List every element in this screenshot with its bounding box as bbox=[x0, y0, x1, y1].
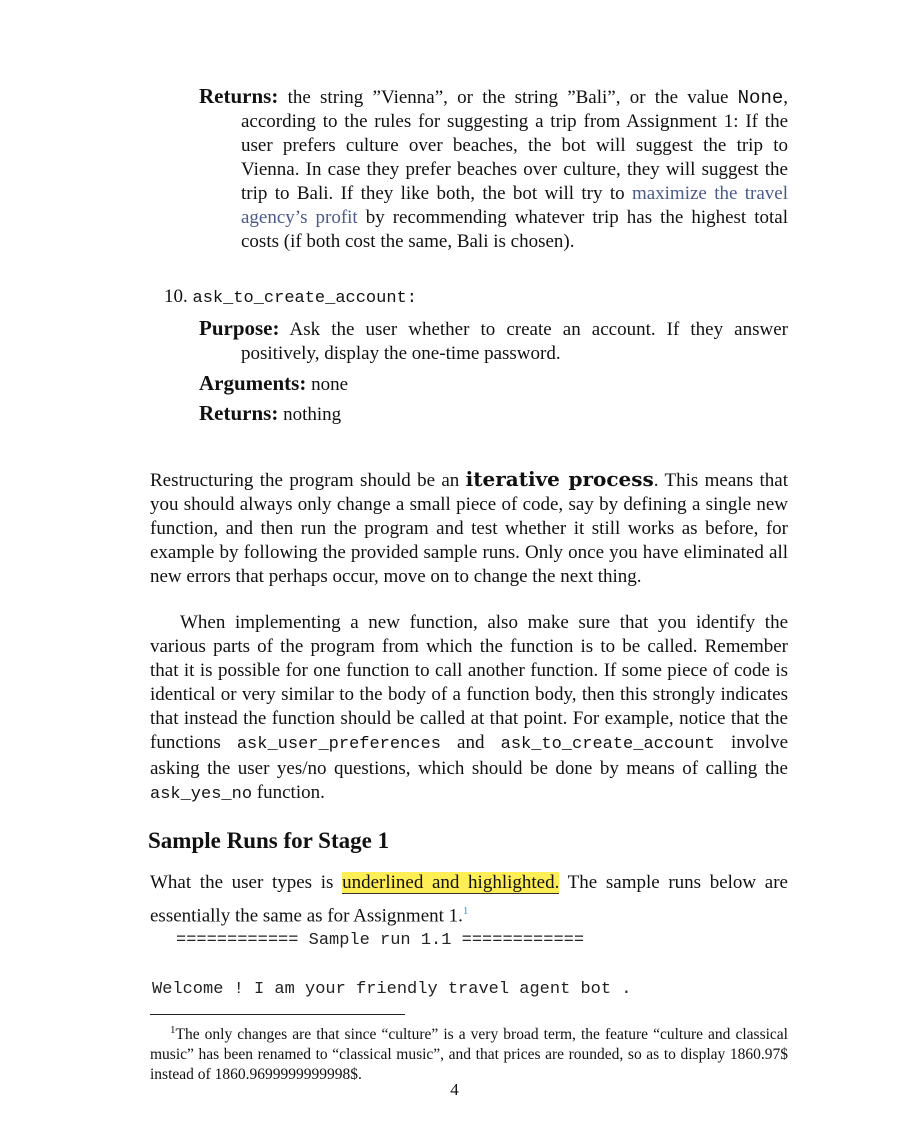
purpose-description bbox=[199, 316, 788, 366]
profit-phrase: maximize the travel agency’s profit bbox=[241, 183, 788, 228]
returns-text-a: the string ”Vienna”, or the string ”Bali”, or the value bbox=[278, 87, 738, 108]
para1-text-a: Restructuring the program should be an bbox=[150, 470, 466, 491]
purpose-label: Purpose: bbox=[199, 316, 280, 340]
code-ask-user-preferences: ask_user_preferences bbox=[236, 735, 441, 754]
code-none: None bbox=[737, 87, 784, 109]
code-ask-yes-no: ask_yes_no bbox=[150, 785, 253, 804]
returns-description bbox=[199, 84, 788, 254]
footnote-text: The only changes are that since “culture” is a very broad term, the feature “culture and classical music” has been renamed to “classical music”, and that prices are rounded, so as to display 1860.97$ instead of 1860.9699999999998$. bbox=[150, 1026, 788, 1084]
para1-text-b: . This means that you should always only change a small piece of code, say by defining a single new function, and then run the program and test whether it still works as before, for example by following the provided sample runs. Only once you have eliminated all new errors that perhaps occur, move on to change the next thing. bbox=[150, 470, 789, 587]
item10-returns bbox=[199, 401, 788, 427]
footnote-rule bbox=[150, 1014, 405, 1015]
highlighted-text: underlined and highlighted. bbox=[342, 872, 560, 893]
para2-text-a: When implementing a new function, also make sure that you identify the various parts of the program from which the function is to be called. Remember that it is possible for one function to call another function. If some piece of code is identical or very similar to the body of a function body, then this strongly indicates that instead the function should be called at that point. For example, notice that the functions bbox=[150, 612, 788, 753]
paragraph-iterative bbox=[150, 467, 788, 589]
arguments-label: Arguments: bbox=[199, 371, 307, 395]
returns-label: Returns: bbox=[199, 84, 279, 108]
arguments-description bbox=[199, 371, 788, 397]
item-10-heading bbox=[164, 285, 417, 311]
page-number: 4 bbox=[450, 1080, 459, 1099]
section-heading: Sample Runs for Stage 1 bbox=[148, 828, 390, 853]
para2-text-b: and bbox=[440, 732, 501, 753]
footnote-ref[interactable]: 1 bbox=[462, 905, 469, 917]
item10-returns-text: nothing bbox=[278, 404, 342, 425]
item10-returns-label: Returns: bbox=[199, 401, 279, 425]
para2-text-d: function. bbox=[252, 782, 325, 803]
section-intro bbox=[150, 869, 788, 930]
intro-text-b: The sample runs below are essentially the same as for Assignment 1. bbox=[150, 872, 788, 927]
function-name: ask_to_create_account: bbox=[192, 289, 417, 308]
item-number: 10. bbox=[164, 286, 188, 307]
sample-run-banner: ============ Sample run 1.1 ============ bbox=[176, 931, 585, 950]
code-ask-to-create-account: ask_to_create_account bbox=[500, 735, 715, 754]
iterative-process-bold: iterative process bbox=[465, 467, 654, 491]
footnote bbox=[150, 1020, 788, 1085]
returns-text-c: by recommending whatever trip has the highest total costs (if both cost the same, Bali is chosen). bbox=[241, 207, 788, 252]
footnote-mark: 1 bbox=[170, 1024, 176, 1036]
returns-text-b: , according to the rules for suggesting a trip from Assignment 1: If the user prefers culture over beaches, the bot will suggest the trip to Vienna. In case they prefer beaches over culture, they will suggest the trip to Bali. If they like both, the bot will try to bbox=[241, 87, 788, 204]
purpose-text: Ask the user whether to create an account. If they answer positively, display the one-time password. bbox=[241, 319, 788, 364]
para2-text-c: involve asking the user yes/no questions, which should be done by means of calling the bbox=[150, 732, 789, 779]
paragraph-implementing bbox=[150, 611, 788, 807]
welcome-line: Welcome ! I am your friendly travel agent bot . bbox=[152, 980, 632, 999]
arguments-text: none bbox=[306, 374, 349, 395]
intro-text-a: What the user types is bbox=[150, 872, 343, 893]
